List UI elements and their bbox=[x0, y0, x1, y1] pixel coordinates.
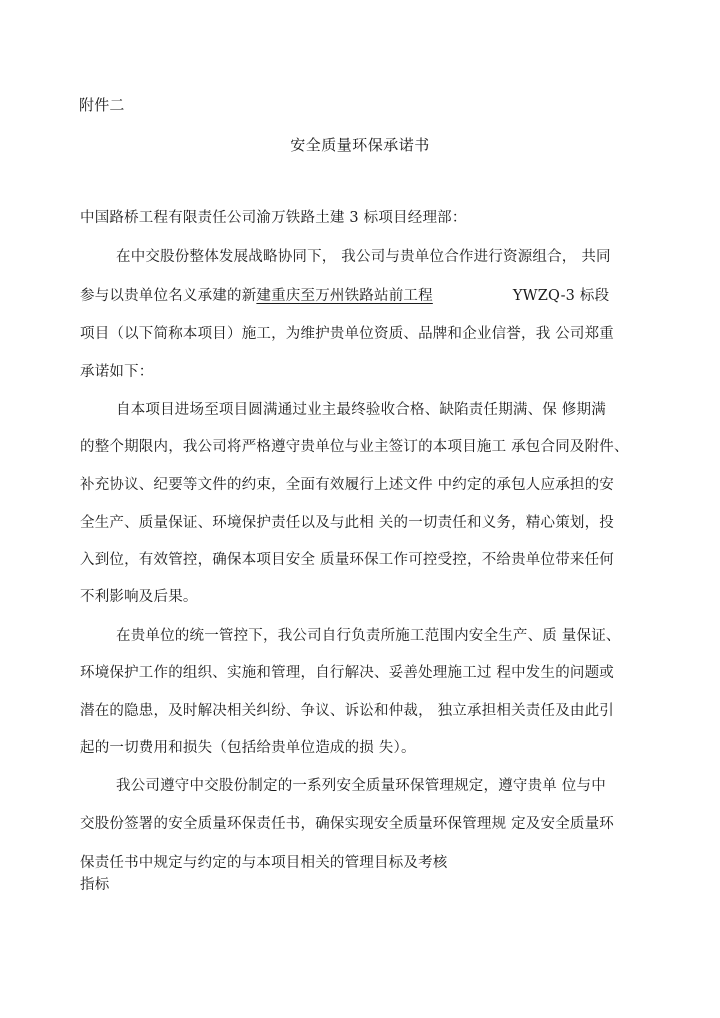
p2-line-6: 不利影响及后果。 bbox=[80, 589, 198, 605]
p3-line-1: 在贵单位的统一管控下，我公司自行负责所施工范围内安全生产、质 量保证、 bbox=[116, 628, 621, 644]
p3-line-2: 环境保护工作的组织、实施和管理，自行解决、妥善处理施工过 程中发生的问题或 bbox=[80, 665, 615, 681]
project-name: 建重庆至万州铁路站前工程 bbox=[256, 288, 433, 304]
p4-line-2: 交股份签署的安全质量环保责任书，确保实现安全质量环保管理规 定及安全质量环 bbox=[80, 816, 615, 832]
p4-line-3: 保责任书中规定与约定的与本项目相关的管理目标及考核 bbox=[80, 855, 448, 871]
p3-line-3: 潜在的隐患，及时解决相关纠纷、争议、诉讼和仲裁， 独立承担相关责任及由此引 bbox=[80, 703, 615, 719]
document-title: 安全质量环保承诺书 bbox=[290, 136, 430, 154]
p4-line-4: 指标 bbox=[80, 877, 110, 893]
p3-line-4: 起的一切费用和损失（包括给贵单位造成的损 失）。 bbox=[80, 740, 416, 756]
section-code: YWZQ-3 标段 bbox=[512, 288, 610, 304]
p1-line-3: 项目（以下简称本项目）施工，为维护贵单位资质、品牌和企业信誉，我 公司郑重 bbox=[80, 326, 615, 342]
p1-line-1: 在中交股份整体发展战略协同下， 我公司与贵单位合作进行资源组合， 共同 bbox=[116, 249, 611, 265]
p2-line-4: 全生产、质量保证、环境保护责任以及与此相 关的一切责任和义务，精心策划，投 bbox=[80, 515, 615, 531]
p2-line-5: 入到位，有效管控，确保本项目安全 质量环保工作可控受控，不给贵单位带来任何 bbox=[80, 552, 615, 568]
p2-line-3: 补充协议、纪要等文件的约束，全面有效履行上述文件 中约定的承包人应承担的安 bbox=[80, 477, 615, 493]
p2-line-2: 的整个期限内，我公司将严格遵守贵单位与业主签订的本项目施工 承包合同及附件、 bbox=[80, 439, 629, 455]
addressee-line: 中国路桥工程有限责任公司渝万铁路土建 3 标项目经理部： bbox=[80, 210, 467, 226]
p1-line-2-prefix: 参与以贵单位名义承建的新 bbox=[80, 288, 257, 304]
p1-line-2 bbox=[80, 286, 609, 306]
p1-line-4: 承诺如下： bbox=[80, 364, 154, 380]
p2-line-1: 自本项目进场至项目圆满通过业主最终验收合格、缺陷责任期满、保 修期满 bbox=[116, 402, 606, 418]
p4-line-1: 我公司遵守中交股份制定的一系列安全质量环保管理规定，遵守贵单 位与中 bbox=[116, 778, 606, 794]
annex-label: 附件二 bbox=[79, 96, 125, 114]
